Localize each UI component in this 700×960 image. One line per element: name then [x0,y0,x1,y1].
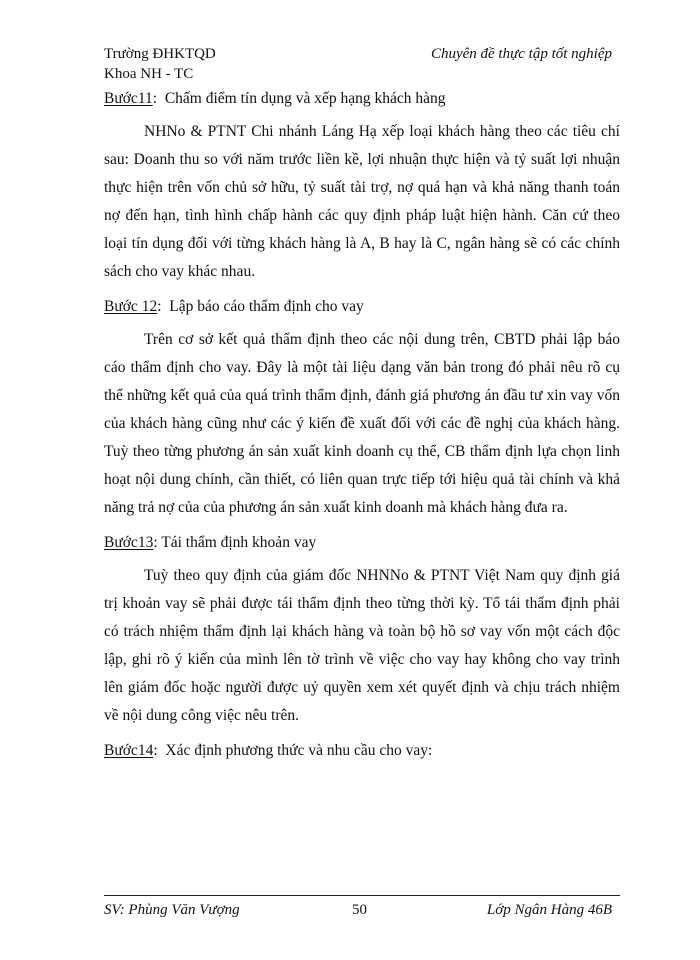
footer-student: SV: Phùng Văn Vượng [104,902,240,918]
step-label: Bước11 [104,90,153,107]
page-number: 50 [352,902,367,918]
step-label: Bước13 [104,534,154,551]
step-heading-13: Bước13: Tái thẩm định khoản vay [104,534,317,551]
step-title: Xác định phương thức và nhu cầu cho vay: [165,742,433,759]
step-title: Lập báo cáo thẩm định cho vay [169,298,364,315]
footer-class: Lớp Ngân Hàng 46B [486,902,612,918]
paragraph: NHNo & PTNT Chi nhánh Láng Hạ xếp loại khách hàng theo các tiêu chí sau: Doanh thu so với năm trước liền kề, lợi nhuận thực hiện và tỷ suất lợi nhuận thực hiện trên vốn chủ sở hữu, tỷ suất tài trợ, nợ quá hạn và khả năng thanh toán nợ đến hạn, tình hình chấp hành các quy định pháp luật hiện hành. Căn cứ theo loại tín dụng đối với từng khách hàng là A, B hay là C, ngân hàng sẽ có các chính sách cho vay khác nhau. [104,123,620,280]
step-heading-11: Bước11: Chấm điểm tín dụng và xếp hạng khách hàng [104,90,446,107]
step-heading-12: Bước 12: Lập báo cáo thẩm định cho vay [104,298,364,315]
step-title: Chấm điểm tín dụng và xếp hạng khách hàng [164,90,446,107]
footer-divider [104,895,620,896]
school-name: Trường ĐHKTQD [104,46,216,62]
page-header-left [104,44,216,84]
step-label: Bước 12 [104,298,158,315]
document-title: Chuyên đề thực tập tốt nghiệp [430,46,612,62]
paragraph: Tuỳ theo quy định của giám đốc NHNNo & PTNT Việt Nam quy định giá trị khoản vay sẽ phải được tái thẩm định theo từng thời kỳ. Tổ tái thẩm định phải có trách nhiệm thẩm định lại khách hàng và toàn bộ hồ sơ vay vốn một cách độc lập, ghi rõ ý kiến của mình lên tờ trình về việc cho vay hay không cho vay trình lên giám đốc hoặc người được uỷ quyền xem xét quyết định và chịu trách nhiệm về nội dung công việc nêu trên. [104,567,620,724]
paragraph: Trên cơ sở kết quả thẩm định theo các nội dung trên, CBTD phải lập báo cáo thẩm định cho vay. Đây là một tài liệu dạng văn bản trong đó phải nêu rõ cụ thể những kết quả của quá trình thẩm định, đánh giá phương án đầu tư xin vay vốn của khách hàng cũng như các ý kiến đề xuất đối với các đề nghị của khách hàng. Tuỳ theo từng phương án sản xuất kinh doanh cụ thể, CB thẩm định lựa chọn linh hoạt nội dung chính, cần thiết, có liên quan trực tiếp tới hiệu quả tài chính và khả năng trả nợ của của phương án sản xuất kinh doanh mà khách hàng đưa ra. [104,331,620,516]
step-label: Bước14 [104,742,154,759]
step-heading-14: Bước14: Xác định phương thức và nhu cầu cho vay: [104,742,433,759]
document-body [104,88,620,770]
step-title: Tái thẩm định khoản vay [161,534,317,551]
faculty-name: Khoa NH - TC [104,66,194,82]
